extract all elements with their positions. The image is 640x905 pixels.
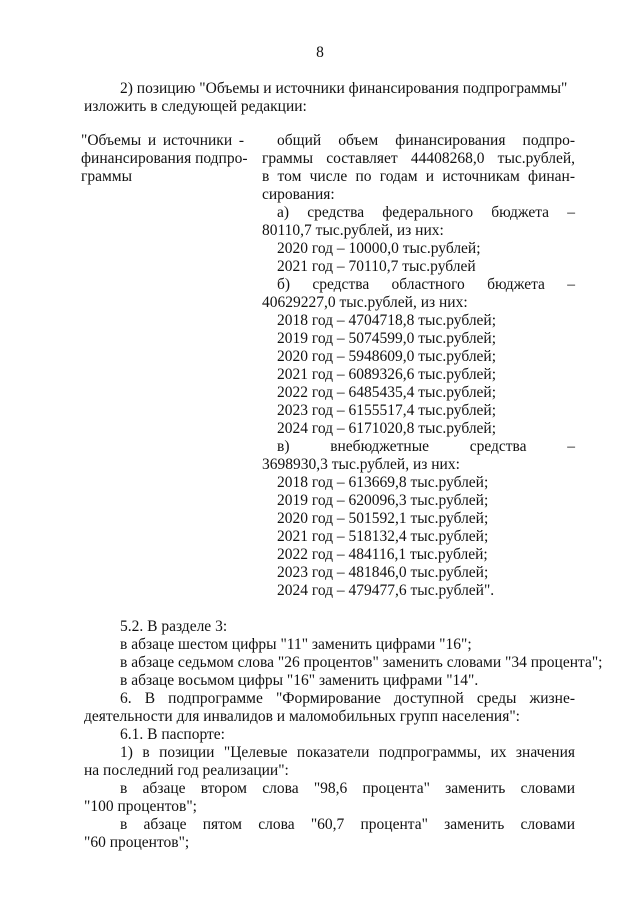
- body-line: в абзаце втором слова "98,6 процента" заменить словами: [120, 780, 575, 797]
- right-cell-line: 3698930,3 тыс.рублей, из них:: [262, 456, 460, 473]
- right-cell-line: в) внебюджетные средства –: [277, 438, 575, 455]
- intro-line-1: 2) позицию "Объемы и источники финансирования подпрограммы": [120, 80, 568, 97]
- body-line: деятельности для инвалидов и маломобильных групп населения":: [84, 708, 520, 725]
- body-line: на последний год реализации":: [84, 762, 289, 779]
- body-line: 5.2. В разделе 3:: [120, 618, 228, 635]
- right-cell-line: 2020 год – 5948609,0 тыс.рублей;: [277, 348, 497, 365]
- right-cell-line: 2020 год – 10000,0 тыс.рублей;: [277, 240, 481, 257]
- body-line: "100 процентов";: [84, 798, 197, 815]
- left-cell-line: финансирования подпро-: [81, 150, 248, 167]
- right-cell-line: 2021 год – 70110,7 тыс.рублей: [277, 258, 476, 275]
- right-cell-line: 2022 год – 484116,1 тыс.рублей;: [277, 546, 488, 563]
- right-cell-line: общий объем финансирования подпро-: [277, 132, 575, 149]
- right-cell-line: 2023 год – 6155517,4 тыс.рублей;: [277, 402, 497, 419]
- right-cell-line: 2018 год – 613669,8 тыс.рублей;: [277, 474, 489, 491]
- right-cell-line: 2024 год – 6171020,8 тыс.рублей;: [277, 420, 497, 437]
- right-cell-line: 2019 год – 5074599,0 тыс.рублей;: [277, 330, 497, 347]
- right-cell-line: 2021 год – 518132,4 тыс.рублей;: [277, 528, 489, 545]
- body-line: в абзаце седьмом слова "26 процентов" заменить словами "34 процента";: [120, 654, 603, 671]
- right-cell-line: 2023 год – 481846,0 тыс.рублей;: [277, 564, 489, 581]
- right-cell-line: в том числе по годам и источникам финан-: [262, 168, 575, 185]
- right-cell-line: б) средства областного бюджета –: [277, 276, 575, 293]
- page-number: 8: [316, 44, 324, 61]
- right-cell-line: 2018 год – 4704718,8 тыс.рублей;: [277, 312, 497, 329]
- left-cell-line: "Объемы и источники -: [81, 132, 244, 149]
- left-cell-line: граммы: [81, 168, 133, 185]
- right-cell-line: 2022 год – 6485435,4 тыс.рублей;: [277, 384, 497, 401]
- body-line: 6.1. В паспорте:: [120, 726, 225, 743]
- right-cell-line: 40629227,0 тыс.рублей, из них:: [262, 294, 468, 311]
- right-cell-line: 2021 год – 6089326,6 тыс.рублей;: [277, 366, 497, 383]
- body-line: "60 процентов";: [84, 834, 190, 851]
- body-line: 6. В подпрограмме "Формирование доступной среды жизне-: [120, 690, 575, 707]
- right-cell-line: 2024 год – 479477,6 тыс.рублей".: [277, 582, 495, 599]
- right-cell-line: 80110,7 тыс.рублей, из них:: [262, 222, 444, 239]
- right-cell-line: 2019 год – 620096,3 тыс.рублей;: [277, 492, 489, 509]
- right-cell-line: 2020 год – 501592,1 тыс.рублей;: [277, 510, 489, 527]
- body-line: в абзаце шестом цифры "11" заменить цифрами "16";: [120, 636, 472, 653]
- intro-line-2: изложить в следующей редакции:: [84, 98, 307, 115]
- right-cell-line: граммы составляет 44408268,0 тыс.рублей,: [262, 150, 575, 167]
- right-cell-line: а) средства федерального бюджета –: [277, 204, 575, 221]
- body-line: в абзаце восьмом цифры "16" заменить цифрами "14".: [120, 672, 479, 689]
- body-line: 1) в позиции "Целевые показатели подпрограммы, их значения: [120, 744, 575, 761]
- right-cell-line: сирования:: [262, 186, 335, 203]
- body-line: в абзаце пятом слова "60,7 процента" заменить словами: [120, 816, 575, 833]
